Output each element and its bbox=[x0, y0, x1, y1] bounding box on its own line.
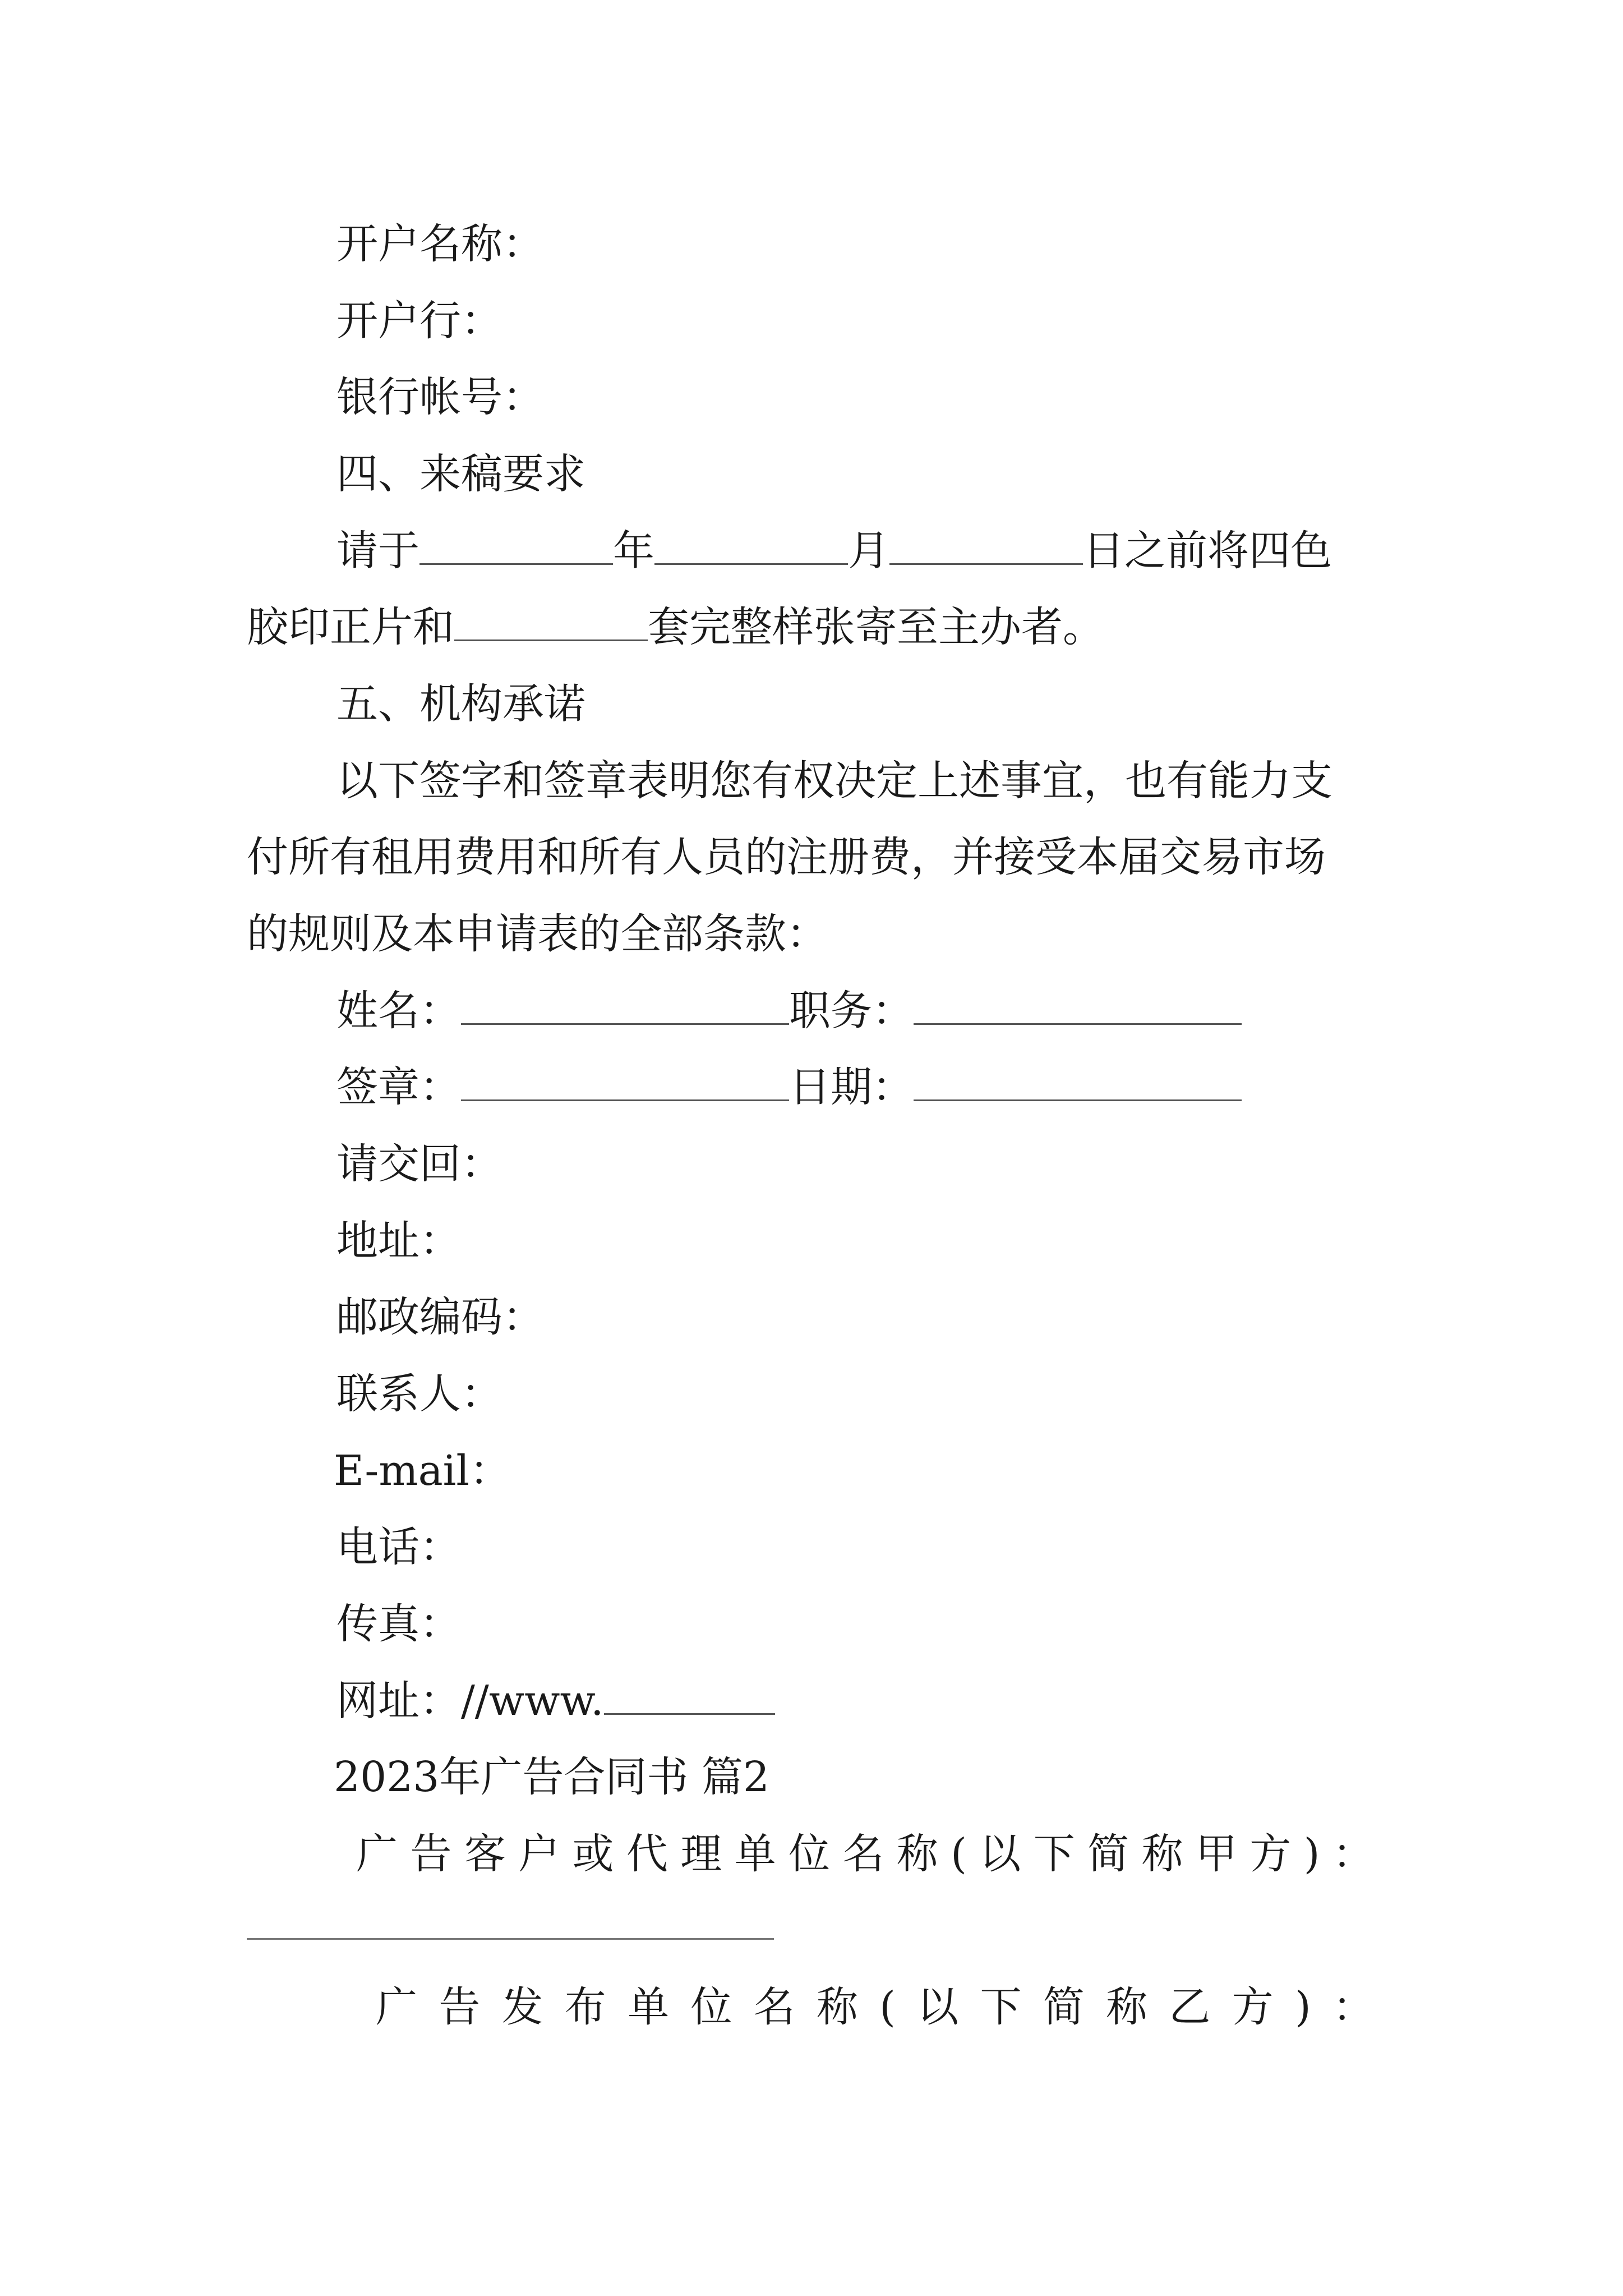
postcode-label: 邮政编码： bbox=[336, 1293, 544, 1341]
label-char: 广 bbox=[356, 1830, 398, 1878]
commitment-paragraph-line-3: 的规则及本申请表的全部条款： bbox=[247, 910, 828, 958]
label-char: 方 bbox=[1249, 1830, 1292, 1878]
email-label: E-mail： bbox=[334, 1447, 511, 1495]
submission-deadline-line bbox=[336, 523, 1332, 579]
year-blank[interactable] bbox=[419, 527, 613, 565]
label-char: 客 bbox=[464, 1830, 506, 1878]
label-char: ： bbox=[1332, 1983, 1374, 2031]
text-segment: 胶印正片和 bbox=[247, 603, 454, 651]
name-position-line bbox=[336, 983, 1242, 1039]
section-5-heading: 五、机构承诺 bbox=[336, 680, 585, 728]
label-char: 下 bbox=[1033, 1830, 1075, 1878]
label-char: 告 bbox=[410, 1830, 452, 1878]
label-char: 称 bbox=[1106, 1983, 1148, 2031]
label-char: 布 bbox=[564, 1983, 606, 2031]
date-blank[interactable] bbox=[914, 1064, 1242, 1101]
label-char: 告 bbox=[439, 1983, 481, 2031]
section-title: 2023年广告合同书 篇2 bbox=[334, 1753, 769, 1801]
bank-name-label: 开户行： bbox=[336, 297, 502, 345]
sets-count-blank[interactable] bbox=[454, 604, 648, 641]
label-char: 名 bbox=[753, 1983, 795, 2031]
seal-label: 签章： bbox=[336, 1063, 461, 1111]
commitment-paragraph-line-2: 付所有租用费用和所有人员的注册费，并接受本届交易市场 bbox=[247, 833, 1326, 881]
label-char: 以 bbox=[979, 1830, 1021, 1878]
phone-label: 电话： bbox=[336, 1523, 461, 1571]
date-label: 日期： bbox=[789, 1063, 914, 1111]
month-blank[interactable] bbox=[654, 527, 848, 565]
label-char: ) bbox=[1294, 1983, 1311, 2031]
account-name-label: 开户名称： bbox=[336, 220, 544, 268]
fax-label: 传真： bbox=[336, 1600, 461, 1648]
text-segment: 请于 bbox=[336, 527, 419, 575]
label-char: ) bbox=[1303, 1830, 1320, 1878]
position-label: 职务： bbox=[789, 987, 914, 1035]
account-number-label: 银行帐号： bbox=[336, 373, 544, 421]
label-char: 简 bbox=[1043, 1983, 1085, 2031]
label-char: 单 bbox=[734, 1830, 776, 1878]
submission-sets-line bbox=[247, 599, 1104, 655]
label-char: ( bbox=[879, 1983, 896, 2031]
label-char: 位 bbox=[789, 1830, 830, 1878]
seal-date-line bbox=[336, 1059, 1242, 1115]
label-char: 方 bbox=[1232, 1983, 1274, 2031]
label-char: ( bbox=[951, 1830, 967, 1878]
commitment-paragraph-line-1: 以下签字和签章表明您有权决定上述事宜，也有能力支 bbox=[336, 757, 1332, 805]
party-a-label bbox=[356, 1826, 1374, 1882]
website-blank[interactable] bbox=[604, 1677, 775, 1715]
label-char: 甲 bbox=[1195, 1830, 1237, 1878]
text-segment: 套完整样张寄至主办者。 bbox=[648, 603, 1104, 651]
label-char: 称 bbox=[896, 1830, 938, 1878]
label-char: 广 bbox=[376, 1983, 417, 2031]
label-char: 下 bbox=[980, 1983, 1022, 2031]
text-segment: 年 bbox=[613, 527, 654, 575]
label-char: 户 bbox=[518, 1830, 560, 1878]
label-char: 发 bbox=[501, 1983, 543, 2031]
text-segment: 月 bbox=[848, 527, 889, 575]
website-line bbox=[336, 1673, 775, 1729]
contact-label: 联系人： bbox=[336, 1370, 502, 1418]
return-heading: 请交回： bbox=[336, 1140, 502, 1188]
position-blank[interactable] bbox=[914, 987, 1242, 1025]
text-segment: 日之前将四色 bbox=[1083, 527, 1332, 575]
website-label: 网址：//www. bbox=[336, 1677, 604, 1725]
label-char: ： bbox=[1332, 1830, 1374, 1878]
address-label: 地址： bbox=[336, 1217, 461, 1265]
name-label: 姓名： bbox=[336, 987, 461, 1035]
label-char: 或 bbox=[572, 1830, 614, 1878]
label-char: 名 bbox=[842, 1830, 884, 1878]
party-b-label bbox=[376, 1979, 1374, 2035]
seal-blank[interactable] bbox=[461, 1064, 789, 1101]
label-char: 简 bbox=[1087, 1830, 1129, 1878]
label-char: 单 bbox=[628, 1983, 670, 2031]
label-char: 称 bbox=[1141, 1830, 1183, 1878]
name-blank[interactable] bbox=[461, 987, 789, 1025]
party-a-blank[interactable] bbox=[247, 1938, 774, 1940]
label-char: 理 bbox=[680, 1830, 722, 1878]
day-blank[interactable] bbox=[889, 527, 1083, 565]
label-char: 乙 bbox=[1169, 1983, 1211, 2031]
label-char: 称 bbox=[816, 1983, 858, 2031]
section-4-heading: 四、来稿要求 bbox=[336, 450, 585, 498]
label-char: 以 bbox=[917, 1983, 959, 2031]
label-char: 位 bbox=[690, 1983, 732, 2031]
label-char: 代 bbox=[626, 1830, 668, 1878]
